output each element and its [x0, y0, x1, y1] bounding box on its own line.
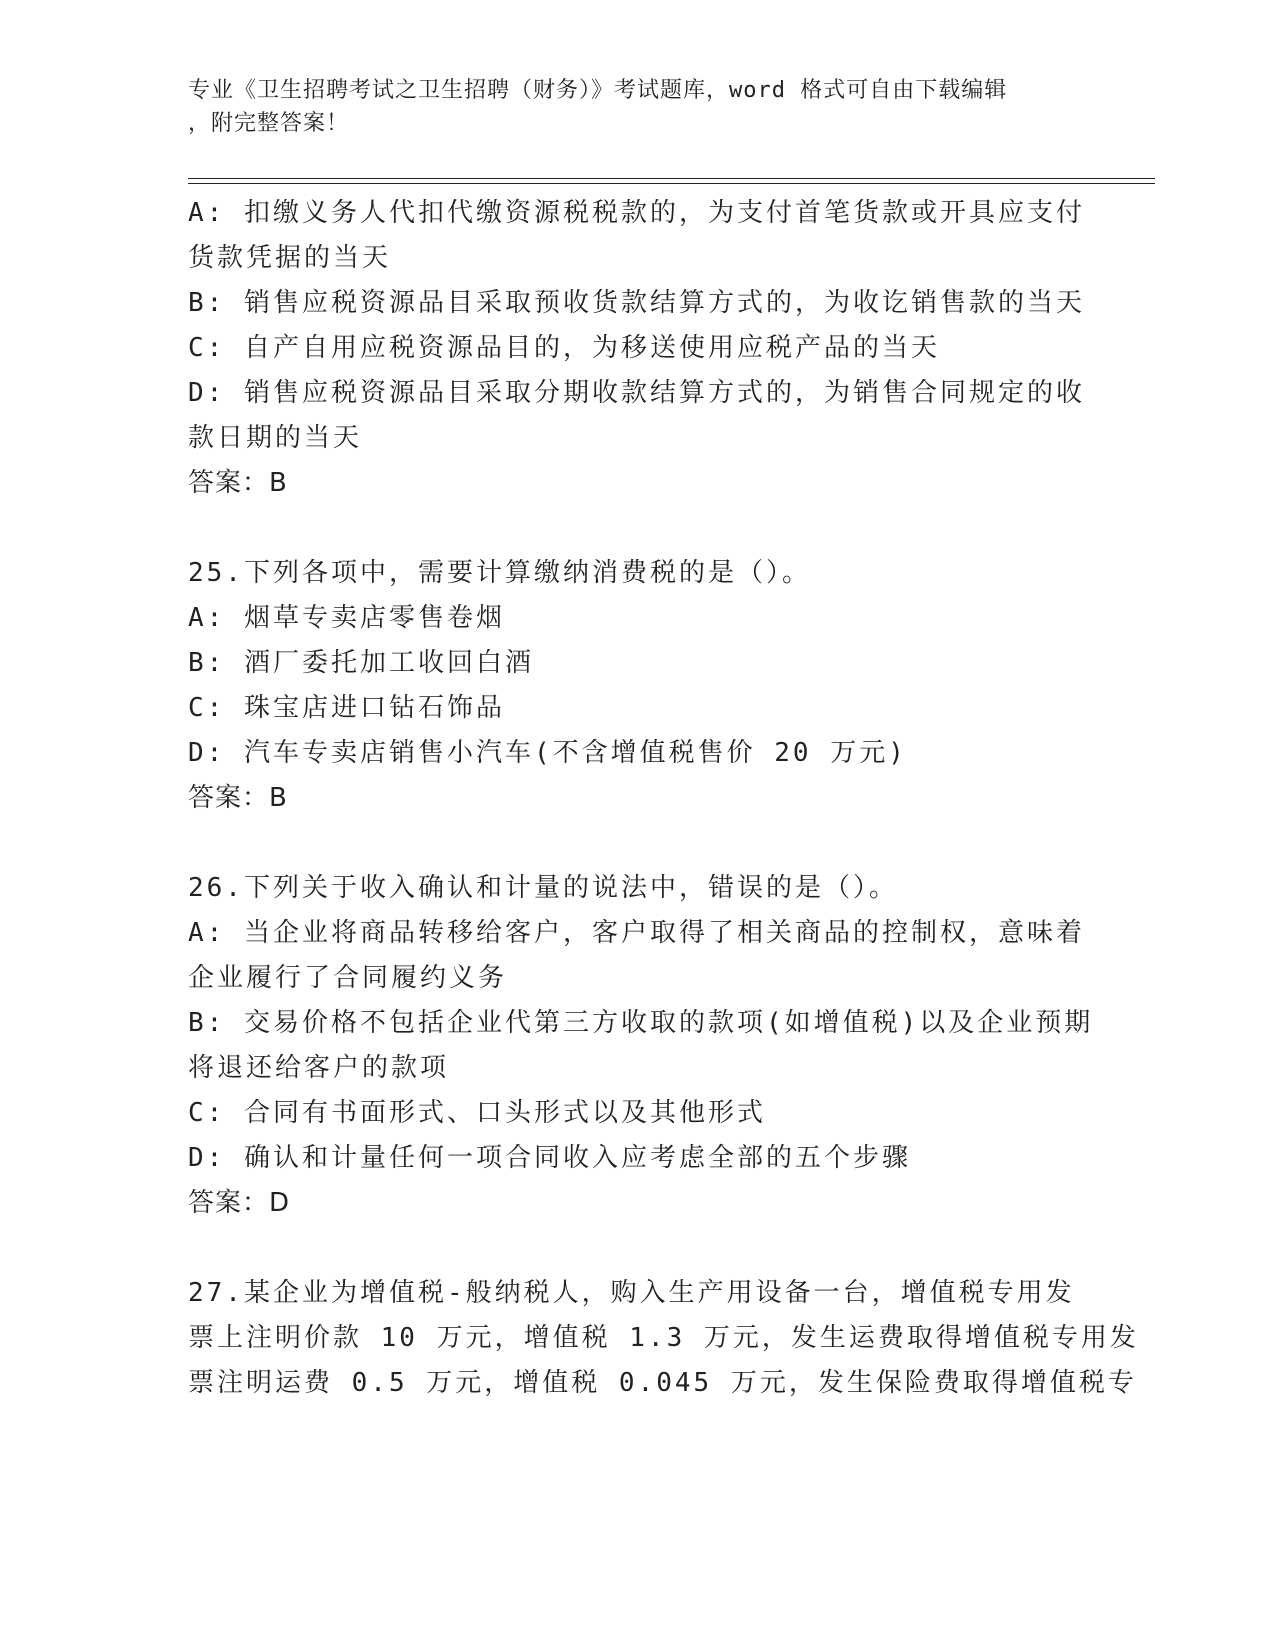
question-text: 25.下列各项中，需要计算缴纳消费税的是（）。 — [188, 558, 811, 588]
question-27 — [188, 1271, 1139, 1406]
header-divider-bottom — [188, 183, 1155, 184]
option-line: A: 扣缴义务人代扣代缴资源税税款的，为支付首笔货款或开具应支付 — [188, 198, 1085, 228]
spacer — [188, 821, 1088, 866]
question-text: 26.下列关于收入确认和计量的说法中，错误的是（）。 — [188, 873, 898, 903]
question-26 — [188, 866, 1094, 1226]
option-line: 货款凭据的当天 — [188, 243, 392, 273]
spacer — [188, 1226, 1088, 1271]
question-25 — [188, 551, 1088, 821]
option-line: D: 销售应税资源品目采取分期收款结算方式的，为销售合同规定的收 — [188, 378, 1085, 408]
option-line: B: 销售应税资源品目采取预收货款结算方式的，为收讫销售款的当天 — [188, 288, 1085, 318]
question-24 — [188, 191, 1088, 506]
option-line: 企业履行了合同履约义务 — [188, 963, 508, 993]
option-d — [188, 1136, 1088, 1181]
option-line: D: 确认和计量任何一项合同收入应考虑全部的五个步骤 — [188, 1143, 911, 1173]
option-b — [188, 1001, 1094, 1091]
option-b: B: 酒厂委托加工收回白酒 — [188, 648, 534, 678]
option-c — [188, 1091, 1088, 1136]
option-line: 款日期的当天 — [188, 423, 363, 453]
option-b — [188, 281, 1088, 326]
option-c — [188, 326, 1088, 371]
option-line: C: 自产自用应税资源品目的，为移送使用应税产品的当天 — [188, 333, 940, 363]
option-a — [188, 191, 1088, 281]
answer-label: 答案：B — [188, 783, 288, 813]
option-line: B: 交易价格不包括企业代第三方收取的款项(如增值税)以及企业预期 — [188, 1008, 1094, 1038]
spacer — [188, 506, 1088, 551]
option-a: A: 烟草专卖店零售卷烟 — [188, 603, 505, 633]
question-text-line: 27.某企业为增值税-般纳税人，购入生产用设备一台，增值税专用发 — [188, 1278, 1075, 1308]
option-line: C: 合同有书面形式、口头形式以及其他形式 — [188, 1098, 766, 1128]
option-a — [188, 911, 1088, 1001]
header-line-1: 专业《卫生招聘考试之卫生招聘（财务）》考试题库，word 格式可自由下载编辑 — [188, 78, 1008, 103]
answer-label: 答案：D — [188, 1188, 291, 1218]
question-text-line: 票上注明价款 10 万元，增值税 1.3 万元，发生运费取得增值税专用发 — [188, 1323, 1139, 1353]
option-line: A: 当企业将商品转移给客户，客户取得了相关商品的控制权，意味着 — [188, 918, 1085, 948]
option-d — [188, 371, 1088, 461]
header-divider-top — [188, 178, 1155, 179]
question-list — [188, 191, 1139, 1406]
document-header — [188, 74, 1088, 140]
answer-label: 答案：B — [188, 468, 288, 498]
option-line: 将退还给客户的款项 — [188, 1053, 450, 1083]
option-d: D: 汽车专卖店销售小汽车(不含增值税售价 20 万元) — [188, 738, 907, 768]
header-line-2: ，附完整答案！ — [188, 111, 350, 136]
question-text-line: 票注明运费 0.5 万元，增值税 0.045 万元，发生保险费取得增值税专 — [188, 1368, 1137, 1398]
option-c: C: 珠宝店进口钻石饰品 — [188, 693, 505, 723]
